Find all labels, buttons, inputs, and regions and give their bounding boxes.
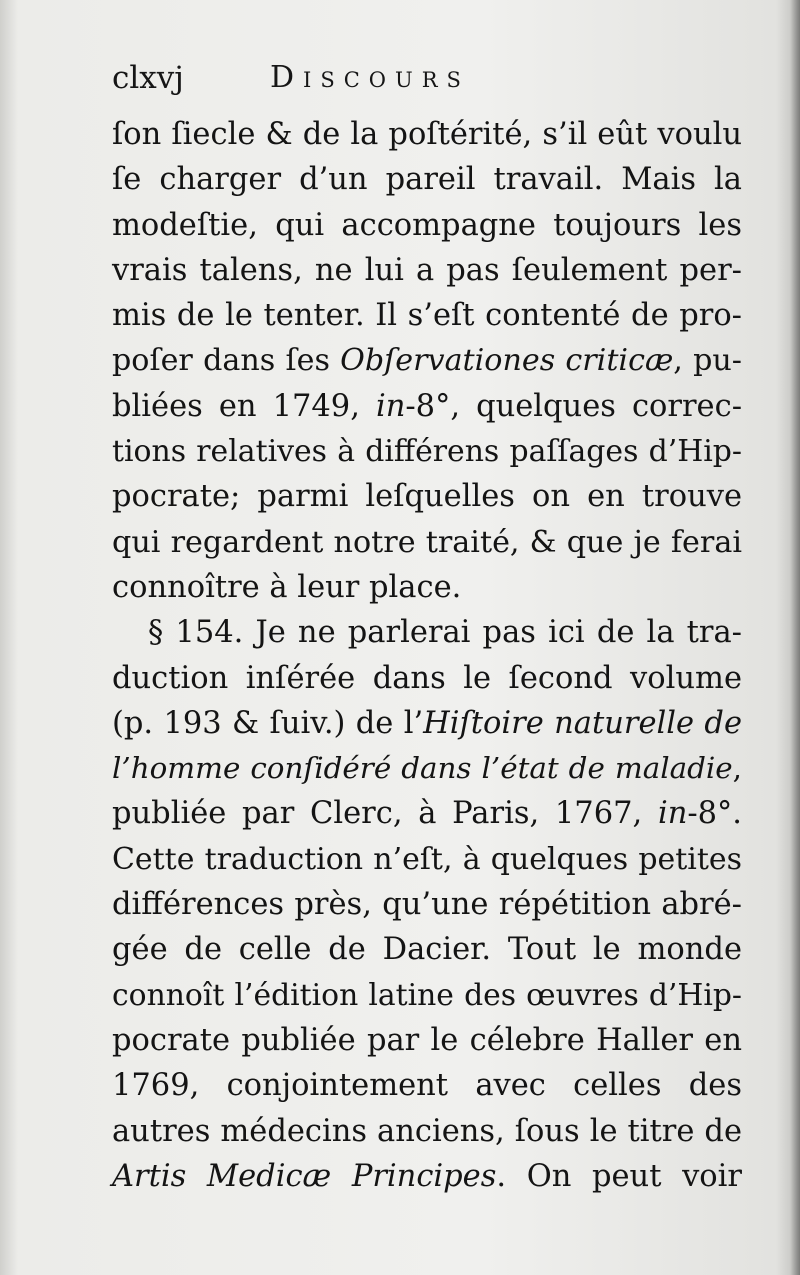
text-segment: pocrate publiée par le célebre Haller en bbox=[112, 1022, 742, 1058]
text-segment: autres médecins anciens, ſous le titre de bbox=[112, 1113, 742, 1149]
page-edge-shadow bbox=[790, 0, 800, 1275]
text-line bbox=[112, 1018, 742, 1063]
text-line bbox=[112, 1063, 742, 1108]
text-segment: pocrate; parmi leſquelles on en trouve bbox=[112, 479, 742, 515]
text-line bbox=[112, 248, 742, 293]
text-line bbox=[112, 791, 742, 836]
text-segment: -8°, quelques correc- bbox=[405, 388, 742, 424]
text-line bbox=[112, 1109, 742, 1154]
text-line bbox=[112, 429, 742, 474]
italic-text: Artis Medicæ Principes bbox=[112, 1158, 497, 1194]
text-segment: . On peut voir bbox=[496, 1158, 742, 1194]
text-line bbox=[112, 520, 742, 565]
text-segment: poſer dans ſes bbox=[112, 343, 341, 379]
text-segment: tions relatives à différens paſſages d’Hip- bbox=[112, 434, 742, 470]
running-head bbox=[112, 60, 742, 104]
text-segment: qui regardent notre traité, & que je ferai bbox=[112, 524, 742, 560]
text-segment: ſe charger d’un pareil travail. Mais la bbox=[112, 162, 742, 198]
text-segment: duction inſérée dans le ſecond volume bbox=[112, 660, 742, 696]
text-line bbox=[112, 973, 742, 1018]
text-line bbox=[112, 293, 742, 338]
text-line bbox=[112, 565, 742, 610]
text-line bbox=[112, 474, 742, 519]
text-segment: (p. 193 & ſuiv.) de l’ bbox=[112, 705, 424, 741]
text-segment: , pu- bbox=[673, 343, 742, 379]
text-segment: gée de celle de Dacier. Tout le monde bbox=[112, 932, 742, 968]
text-segment: connoître à leur place. bbox=[112, 569, 462, 605]
text-segment: connoît l’édition latine des œuvres d’Hip- bbox=[112, 977, 742, 1013]
text-segment: publiée par Clerc, à Paris, 1767, bbox=[112, 796, 658, 832]
text-segment: mis de le tenter. Il s’eſt contenté de pro- bbox=[112, 298, 742, 334]
text-line bbox=[112, 882, 742, 927]
text-segment: différences près, qu’une répétition abré- bbox=[112, 887, 742, 923]
text-segment: modeſtie, qui accompagne toujours les bbox=[112, 207, 742, 243]
text-line bbox=[112, 157, 742, 202]
text-line bbox=[112, 112, 742, 157]
body-text bbox=[112, 112, 742, 1199]
running-title: Discours bbox=[270, 60, 470, 95]
text-segment: , bbox=[732, 751, 742, 786]
text-line bbox=[112, 610, 742, 655]
text-line bbox=[112, 338, 742, 383]
text-segment: 1769, conjointement avec celles des bbox=[112, 1068, 742, 1104]
text-segment: ſon ſiecle & de la poſtérité, s’il eût voulu bbox=[112, 117, 742, 152]
text-segment: § 154. Je ne parlerai pas ici de la tra- bbox=[148, 615, 742, 651]
text-line bbox=[112, 656, 742, 701]
page-number: clxvj bbox=[112, 60, 184, 96]
text-line bbox=[112, 384, 742, 429]
text-line bbox=[112, 701, 742, 746]
text-line bbox=[112, 1154, 742, 1199]
text-line bbox=[112, 927, 742, 972]
text-segment: Cette traduction n’eſt, à quelques petites bbox=[112, 841, 742, 877]
text-segment: -8°. bbox=[687, 796, 742, 832]
italic-text: in bbox=[657, 796, 688, 832]
text-line bbox=[112, 746, 742, 791]
italic-text: l’homme conſidéré dans l’état de maladie bbox=[112, 751, 733, 786]
italic-text: Hiſtoire naturelle de bbox=[423, 705, 742, 741]
italic-text: Obſervationes criticæ bbox=[340, 343, 674, 379]
text-segment: bliées en 1749, bbox=[112, 388, 376, 424]
text-segment: vrais talens, ne lui a pas ſeulement per- bbox=[112, 252, 742, 288]
text-line bbox=[112, 837, 742, 882]
italic-text: in bbox=[375, 388, 406, 424]
text-line bbox=[112, 203, 742, 248]
